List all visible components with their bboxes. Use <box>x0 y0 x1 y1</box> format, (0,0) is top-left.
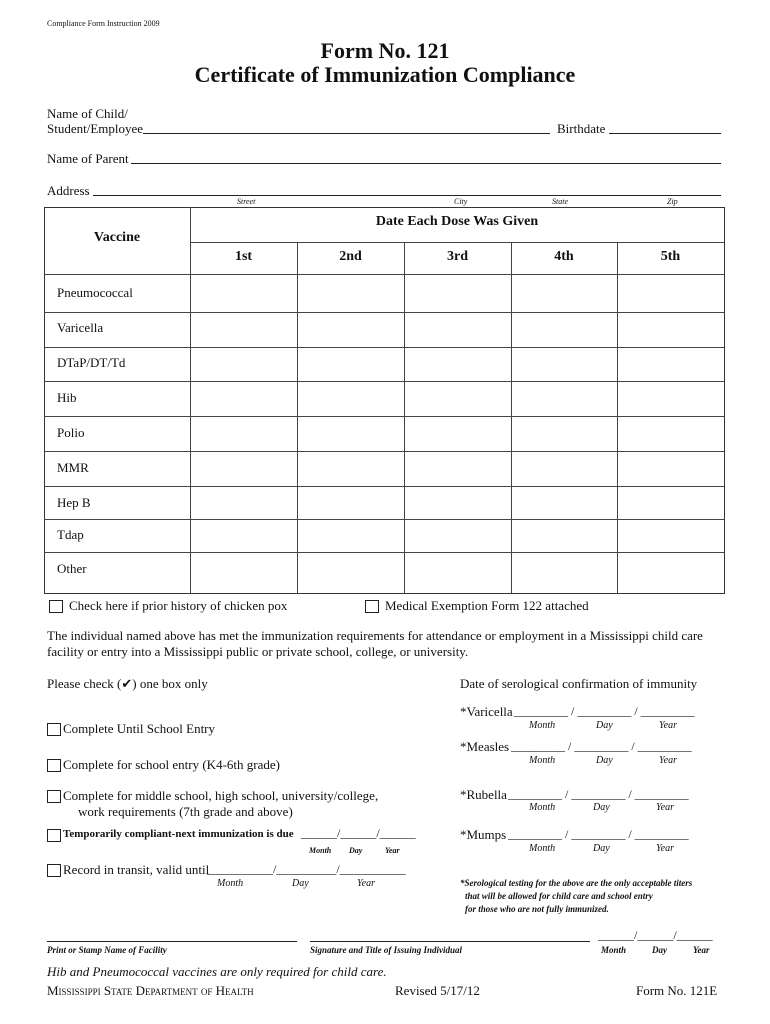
year-caption: Year <box>357 878 375 889</box>
city-caption: City <box>454 197 468 206</box>
month-caption: Month <box>529 755 556 766</box>
dose-3rd: 3rd <box>447 249 468 264</box>
opt-school-entry-checkbox[interactable] <box>47 723 61 736</box>
address-label: Address <box>47 183 90 198</box>
serology-note-2: that will be allowed for child care and school entry <box>465 891 653 901</box>
medical-exemption-label: Medical Exemption Form 122 attached <box>385 598 589 613</box>
serology-mumps-label: *Mumps <box>460 827 507 842</box>
name-label-1: Name of Child/ <box>47 106 128 121</box>
year-caption: Year <box>656 843 674 854</box>
birthdate-field[interactable] <box>609 133 721 134</box>
opt-transit-checkbox[interactable] <box>47 864 61 877</box>
vaccine-row-label: Varicella <box>57 320 104 335</box>
serology-measles-date[interactable]: _________ / _________ / _________ <box>511 739 692 753</box>
dose-header: Date Each Dose Was Given <box>375 214 539 229</box>
footer-date[interactable]: ______/______/______ <box>598 928 713 942</box>
dose-4th: 4th <box>554 249 574 264</box>
opt-k4-label: Complete for school entry (K4-6th grade) <box>63 757 280 772</box>
month-caption: Month <box>217 878 244 889</box>
month-caption: Month <box>529 720 556 731</box>
day-caption: Day <box>349 846 363 855</box>
opt-school-entry-label: Complete Until School Entry <box>63 721 216 736</box>
street-caption: Street <box>237 197 256 206</box>
year-caption: Year <box>659 720 677 731</box>
facility-line[interactable] <box>47 941 297 942</box>
medical-exemption-checkbox[interactable] <box>365 600 379 613</box>
footer-day: Day <box>652 945 667 955</box>
day-caption: Day <box>596 720 613 731</box>
opt-transit-date[interactable]: ___________/__________/___________ <box>207 862 406 876</box>
day-caption: Day <box>593 802 610 813</box>
day-caption: Day <box>292 878 309 889</box>
vaccine-row-label: DTaP/DT/Td <box>57 355 126 370</box>
serology-mumps-date[interactable]: _________ / _________ / _________ <box>508 827 689 841</box>
serology-varicella-label: *Varicella <box>460 704 513 719</box>
serology-rubella-label: *Rubella <box>460 787 507 802</box>
vaccine-row-label: Hep B <box>57 495 91 510</box>
dose-2nd: 2nd <box>339 249 362 264</box>
day-caption: Day <box>596 755 613 766</box>
month-caption: Month <box>529 802 556 813</box>
month-caption: Month <box>529 843 556 854</box>
facility-caption: Print or Stamp Name of Facility <box>47 945 167 955</box>
state-caption: State <box>552 197 568 206</box>
day-caption: Day <box>593 843 610 854</box>
dose-5th: 5th <box>660 249 681 264</box>
form-instruction: Compliance Form Instruction 2009 <box>47 19 160 28</box>
opt-middle-label-2: work requirements (7th grade and above) <box>78 804 293 819</box>
vaccine-header: Vaccine <box>93 230 141 245</box>
vaccine-row-label: Polio <box>57 425 85 440</box>
parent-field[interactable] <box>131 163 721 164</box>
department-name: Mississippi State Department of Health <box>47 983 254 998</box>
serology-note-1: *Serological testing for the above are the only acceptable titers <box>460 878 693 888</box>
zip-caption: Zip <box>667 197 678 206</box>
opt-temporary-checkbox[interactable] <box>47 829 61 842</box>
serology-title: Date of serological confirmation of immunity <box>460 676 698 691</box>
signature-line[interactable] <box>310 941 590 942</box>
form-title: Form No. 121 <box>320 38 450 63</box>
birthdate-label: Birthdate <box>557 121 606 136</box>
vaccine-row-label: Other <box>57 561 87 576</box>
statement-line-2: facility or entry into a Mississippi public or private school, college, or university. <box>47 644 469 659</box>
footer-year: Year <box>693 945 710 955</box>
name-label-2: Student/Employee <box>47 121 144 136</box>
vaccine-table <box>44 207 725 594</box>
vaccine-row-label: Tdap <box>57 527 84 542</box>
parent-label: Name of Parent <box>47 151 129 166</box>
serology-varicella-date[interactable]: _________ / _________ / _________ <box>514 704 695 718</box>
opt-middle-checkbox[interactable] <box>47 790 61 803</box>
opt-k4-checkbox[interactable] <box>47 759 61 772</box>
signature-caption: Signature and Title of Issuing Individual <box>310 945 462 955</box>
address-field[interactable] <box>93 195 721 196</box>
form-number: Form No. 121E <box>636 983 718 998</box>
footer-note: Hib and Pneumococcal vaccines are only required for child care. <box>47 964 387 979</box>
vaccine-row-label: Pneumococcal <box>57 285 133 300</box>
please-check-label: Please check (✔) one box only <box>47 676 208 691</box>
opt-middle-label-1: Complete for middle school, high school, university/college, <box>63 788 379 803</box>
vaccine-row-label: Hib <box>57 390 77 405</box>
year-caption: Year <box>656 802 674 813</box>
revised-date: Revised 5/17/12 <box>395 983 480 998</box>
opt-temporary-label: Temporarily compliant-next immunization is due <box>63 828 294 840</box>
chicken-pox-label: Check here if prior history of chicken pox <box>69 598 288 613</box>
vaccine-row-label: MMR <box>57 460 89 475</box>
name-field[interactable] <box>143 133 550 134</box>
opt-transit-label: Record in transit, valid until <box>63 862 210 877</box>
month-caption: Month <box>309 846 332 855</box>
statement-line-1: The individual named above has met the immunization requirements for attendance or employment in a Mississippi child care <box>47 628 703 643</box>
form-subtitle: Certificate of Immunization Compliance <box>194 62 576 87</box>
chicken-pox-checkbox[interactable] <box>49 600 63 613</box>
serology-measles-label: *Measles <box>460 739 510 754</box>
dose-1st: 1st <box>234 249 253 264</box>
footer-month: Month <box>601 945 627 955</box>
serology-rubella-date[interactable]: _________ / _________ / _________ <box>508 787 689 801</box>
serology-note-3: for those who are not fully immunized. <box>465 904 609 914</box>
year-caption: Year <box>385 846 400 855</box>
opt-temporary-date[interactable]: ______/______/______ <box>301 826 416 840</box>
year-caption: Year <box>659 755 677 766</box>
